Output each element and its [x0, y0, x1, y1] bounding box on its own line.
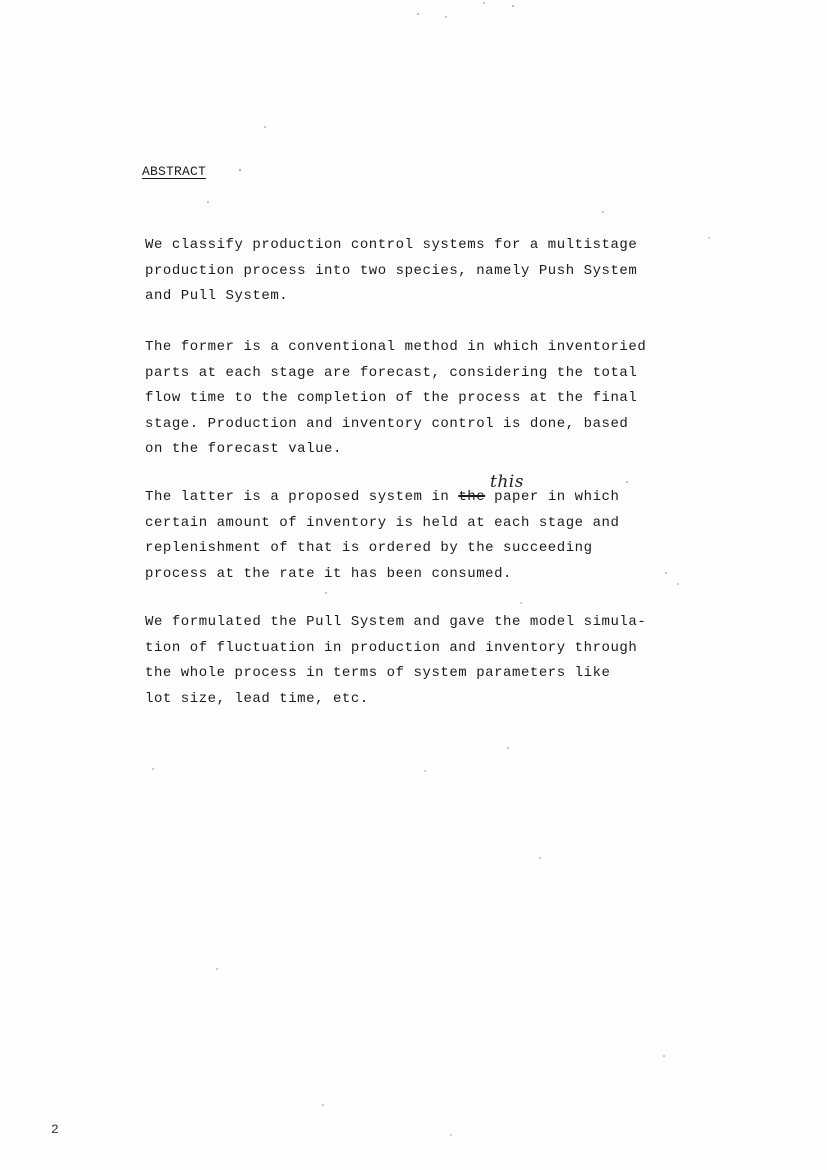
page-number: 2	[51, 1122, 59, 1137]
handwritten-correction: this	[490, 472, 524, 492]
text-line: flow time to the completion of the process at the final	[145, 390, 638, 406]
text-line: lot size, lead time, etc.	[145, 690, 369, 707]
text-line: on the forecast value.	[145, 441, 342, 457]
text-line: process at the rate it has been consumed.	[145, 565, 513, 582]
text-line: production process into two species, namely Push System	[145, 262, 638, 279]
text-line: We formulated the Pull System and gave the model simula-	[145, 614, 647, 630]
text-line: parts at each stage are forecast, considering the total	[145, 364, 638, 381]
abstract-heading: ABSTRACT	[142, 164, 207, 179]
text-line: and Pull System.	[145, 288, 289, 304]
text-line: tion of fluctuation in production and inventory through	[145, 639, 638, 656]
paragraph-simulation	[145, 610, 646, 712]
text-segment: paper in which	[485, 489, 620, 505]
paragraph-push-system	[145, 335, 646, 463]
text-line: We classify production control systems for a multistage	[145, 237, 638, 253]
text-line: The former is a conventional method in which inventoried	[145, 339, 647, 355]
struck-word: the	[458, 489, 486, 505]
text-segment: The latter is a proposed system in	[145, 489, 459, 505]
text-line: stage. Production and inventory control is done, based	[145, 415, 629, 432]
paragraph-classification	[145, 233, 637, 310]
text-line: certain amount of inventory is held at each stage and	[145, 514, 620, 531]
text-line-with-correction	[145, 485, 619, 511]
paragraph-pull-system	[145, 485, 619, 587]
text-line: replenishment of that is ordered by the succeeding	[145, 540, 593, 556]
text-line: the whole process in terms of system parameters like	[145, 665, 611, 681]
